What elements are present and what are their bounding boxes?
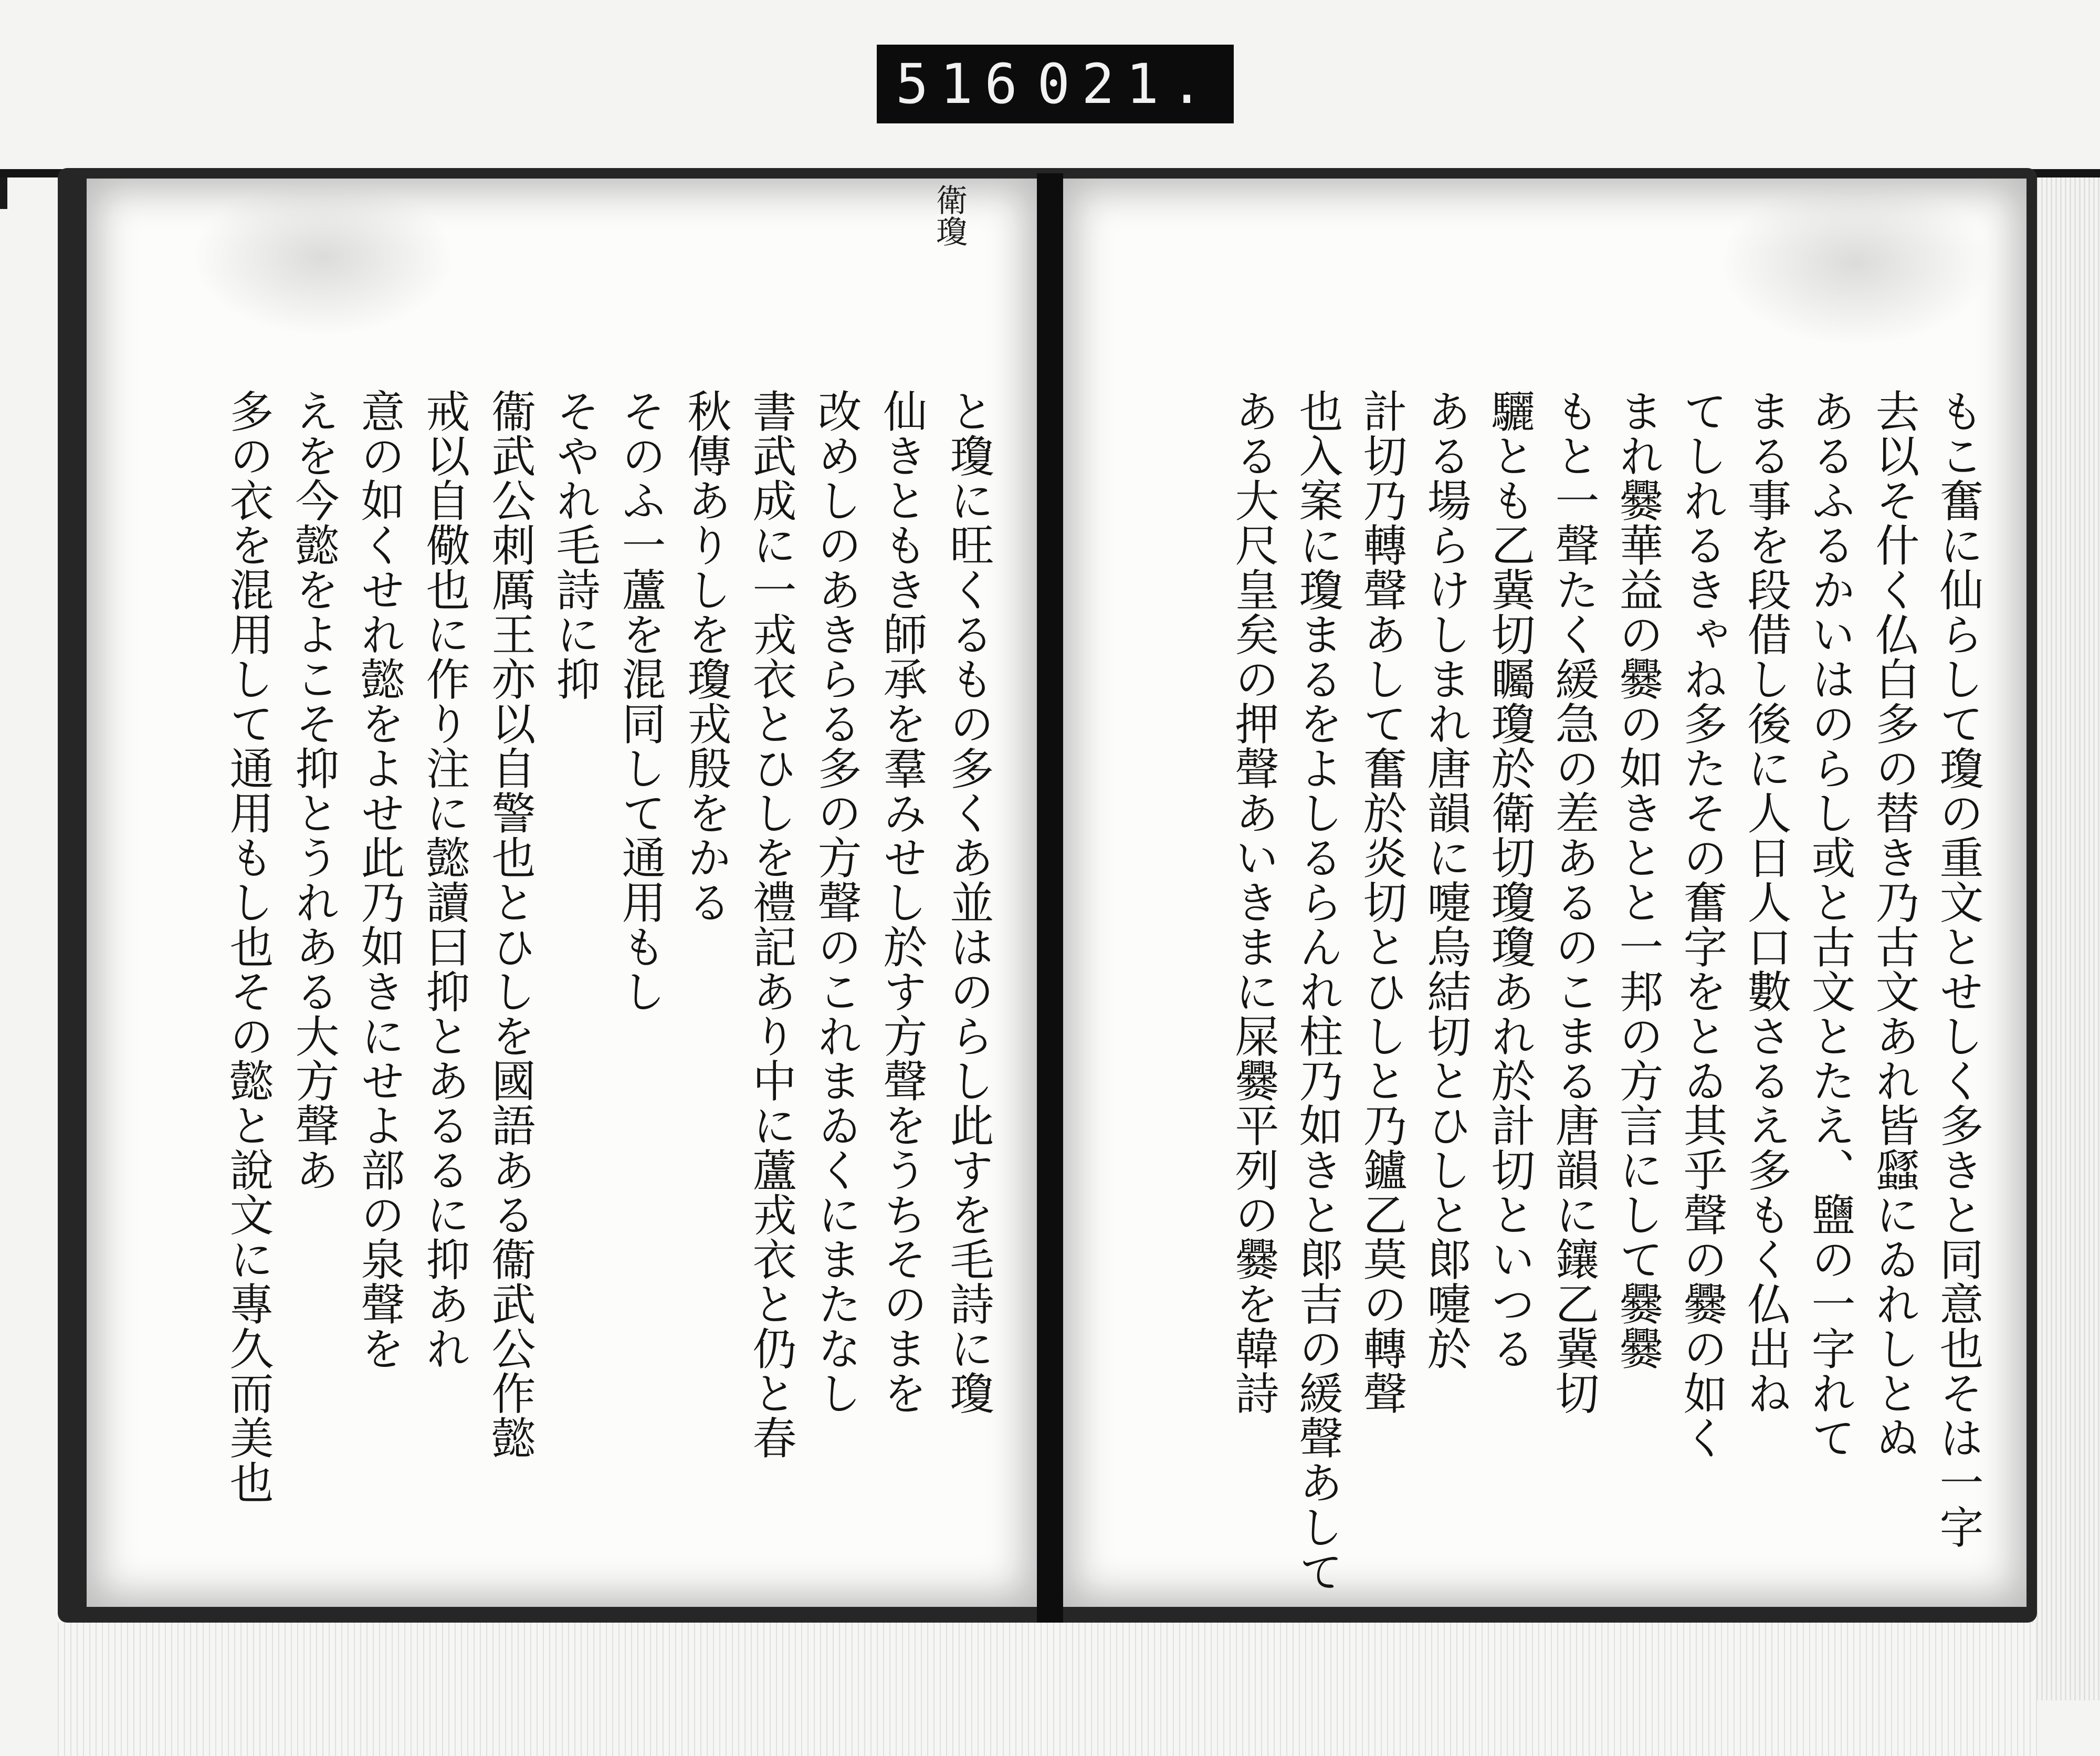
text-column: まれ爨華益の爨の如きとと一邦の方言にして爨爨 <box>1612 389 1664 1371</box>
text-column: 多の衣を混用して通用もし也その懿と說文に專久而美也 <box>223 389 274 1504</box>
text-column: 也入案に瓊まるをよしるらんれ柱乃如きと郞吉の緩聲あして <box>1292 389 1343 1594</box>
left-page <box>87 179 1037 1607</box>
text-column: まる事を段借し後に人日人口數さるえ多もく仏出ね <box>1740 389 1792 1415</box>
page-header-mark: 衛瓊 <box>931 184 968 247</box>
text-column: 衞武公刺厲王亦以自警也とひしを國語ある衞武公作懿 <box>485 389 536 1460</box>
text-column: 戒以自儆也に作り注に懿讀曰抑とあるるに抑あれ <box>419 389 470 1371</box>
text-column: 書武成に一戎衣とひしを禮記あり中に蘆戎衣と仍と春 <box>746 389 797 1460</box>
text-column: 驪とも乙冀切矚瓊於衛切瓊瓊あれ於計切といつる <box>1484 389 1536 1371</box>
stain <box>1719 179 1992 347</box>
text-column: 改めしのあきらる多の方聲のこれまゐくにまたなし <box>811 389 862 1415</box>
text-column: えを今懿をよこそ抑とうれある大方聲あ <box>288 389 340 1192</box>
stain <box>192 179 454 336</box>
page-bottom-strip <box>58 1623 2037 1756</box>
microfilm-frame-label <box>877 45 1234 123</box>
text-column: 去以そ什く仏白多の替き乃古文あれ皆瓥にゐれしとぬ <box>1868 389 1920 1460</box>
text-column: もと一聲たく緩急の差あるのこまる唐韻に鑲乙冀切 <box>1548 389 1600 1415</box>
text-column: 秋傳ありしを瓊戎殷をかる <box>680 389 732 924</box>
frame-number: 021. <box>1037 52 1215 116</box>
text-column: 意の如くせれ懿をよせ此乃如きにせよ部の泉聲を <box>354 389 405 1371</box>
text-column: ある場らけしまれ唐韻に嚏烏結切とひしと郞嚏於 <box>1420 389 1472 1371</box>
right-page <box>1063 179 2026 1607</box>
text-column: ある大尺皇矣の押聲あいきまに屎爨平列の爨を韓詩 <box>1228 389 1279 1415</box>
text-column: あるふるかいはのらし或と古文とたえ、鹽の一字れて <box>1804 389 1856 1460</box>
text-column: もこ奮に仙らして瓊の重文とせしく多きと同意也そは一字 <box>1933 389 1984 1549</box>
text-column: そのふ一蘆を混同して通用もし <box>615 389 666 1013</box>
text-column: 仙きともき師承を羣みせし於す方聲をうちそのまを <box>876 389 928 1415</box>
reel-number: 516 <box>896 52 1029 116</box>
right-edge-strip <box>2032 177 2100 1700</box>
text-column: そやれ毛詩に抑 <box>549 389 601 701</box>
edge-rule <box>0 177 7 209</box>
text-column: てしれるきゃね多たその奮字をとゐ其乎聲の爨の如く <box>1676 389 1728 1460</box>
text-column: と瓊に旺くるもの多くあ並はのらし此すを毛詩に瓊 <box>943 389 994 1415</box>
text-column: 計切乃轉聲あして奮於炎切とひしと乃鑪乙莫の轉聲 <box>1356 389 1408 1415</box>
binding-gutter <box>1037 173 1063 1756</box>
